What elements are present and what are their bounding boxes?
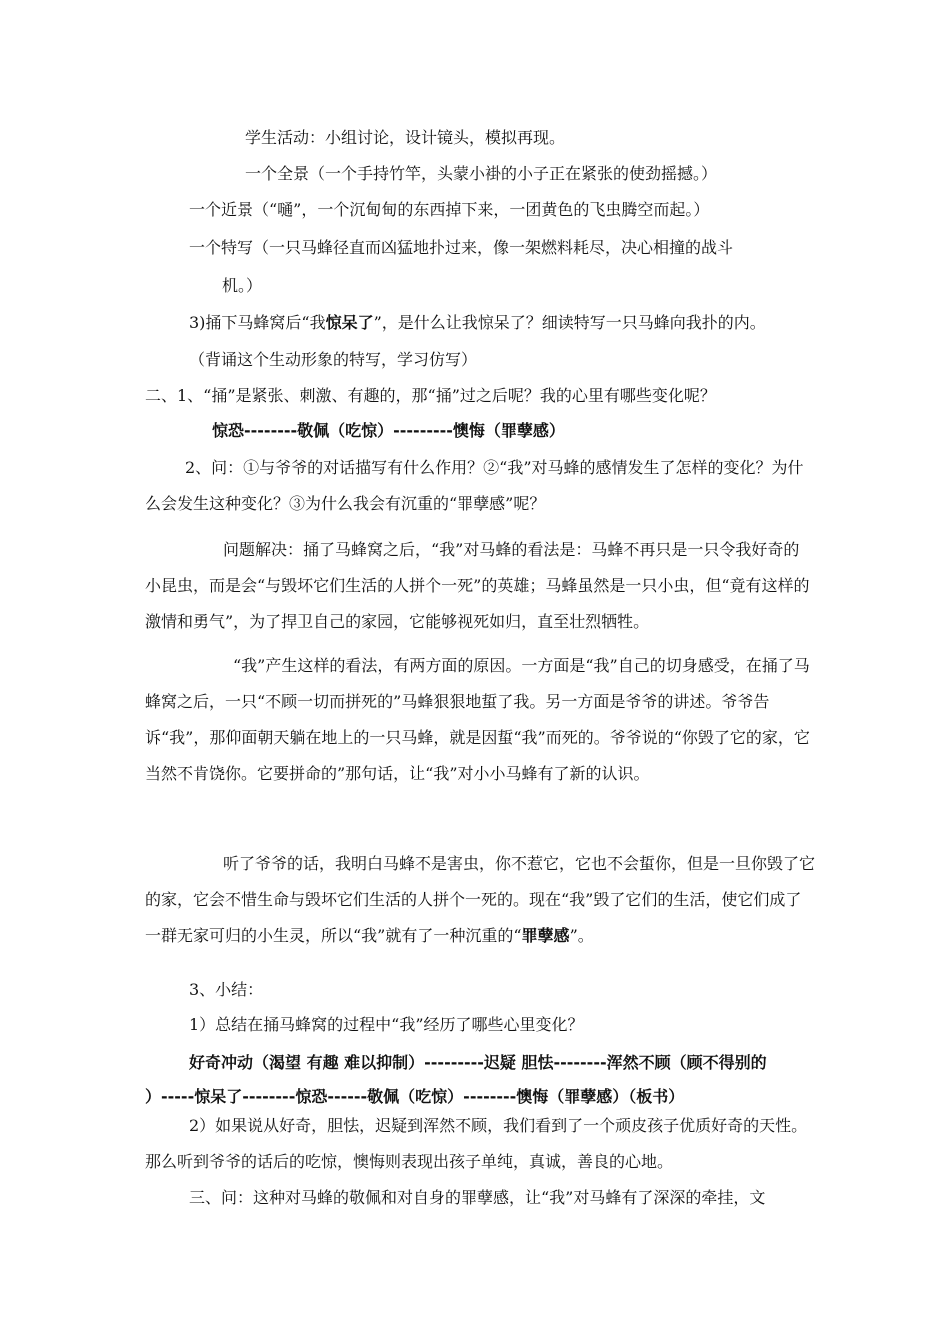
answer-paragraph-1: 问题解决：捅了马蜂窝之后，“我”对马蜂的看法是：马蜂不再只是一只令我好奇的小昆虫，而是会“与毁坏它们生活的人拼个一死”的英雄；马蜂虽然是一只小虫，但“竟有这样的激情和勇气”，为了捍卫自己的家园，它能够视死如归，直至壮烈牺牲。 bbox=[145, 540, 810, 631]
student-activity-line: 学生活动：小组讨论，设计镜头，模拟再现。 bbox=[245, 128, 566, 147]
answer-paragraph-3-bold: 罪孽感 bbox=[521, 926, 570, 945]
answer-paragraph-3-before: 听了爷爷的话，我明白马蜂不是害虫，你不惹它，它也不会蜇你，但是一旦你毁了它的家，它会不惜生命与毁坏它们生活的人拼个一死的。现在“我”毁了它们的生活，使它们成了一群无家可归的小生灵，所以“我”就有了一种沉重的“ bbox=[145, 854, 816, 945]
answer-paragraph-3-after: ”。 bbox=[569, 926, 594, 945]
close-shot-line: 一个近景（“嗵”，一个沉甸甸的东西掉下来，一团黄色的飞虫腾空而起。） bbox=[189, 200, 710, 219]
feature-shot-line: 一个特写（一只马蜂径直而凶猛地扑过来，像一架燃料耗尽，决心相撞的战斗 bbox=[189, 238, 734, 257]
section-2-question-2: 2、问：①与爷爷的对话描写有什么作用？②“我”对马蜂的感情发生了怎样的变化？为什么会发生这种变化？③为什么我会有沉重的“罪孽感”呢？ bbox=[145, 458, 804, 513]
question-3-before: 3)捅下马蜂窝后“我 bbox=[189, 313, 326, 332]
feature-shot-line-cont: 机。） bbox=[222, 276, 263, 295]
summary-paragraph-2: 2）如果说从好奇，胆怯，迟疑到浑然不顾，我们看到了一个顽皮孩子优质好奇的天性。那么听到爷爷的话后的吃惊，懊悔则表现出孩子单纯，真诚，善良的心地。 bbox=[145, 1116, 808, 1171]
section-2-question-1: 二、1、“捅”是紧张、刺激、有趣的，那“捅”过之后呢？我的心里有哪些变化呢？ bbox=[145, 386, 716, 405]
answer-paragraph-2: “我”产生这样的看法，有两方面的原因。一方面是“我”自己的切身感受，在捅了马蜂窝之后，一只“不顾一切而拼死的”马蜂狠狠地蜇了我。另一方面是爷爷的讲述。爷爷告诉“我”，那仰面朝天躺在地上的一只马蜂，就是因蜇“我”而死的。爷爷说的“你毁了它的家，它当然不肯饶你。它要拼命的”那句话，让“我”对小小马蜂有了新的认识。 bbox=[145, 656, 810, 783]
panorama-shot-line: 一个全景（一个手持竹竿，头蒙小褂的小子正在紧张的使劲摇撼。） bbox=[245, 164, 718, 183]
question-3-bold: 惊呆了 bbox=[325, 313, 374, 332]
answer-paragraph-3 bbox=[145, 846, 815, 954]
question-3-line bbox=[189, 313, 766, 333]
emotion-chain-1: 惊恐--------敬佩（吃惊）---------懊悔（罪孽感） bbox=[212, 421, 565, 440]
summary-title: 3、小结： bbox=[189, 980, 264, 999]
question-3-after: ”，是什么让我惊呆了？细读特写一只马蜂向我扑的内。 bbox=[373, 313, 766, 332]
emotion-chain-2-line-2: ）-----惊呆了--------惊恐------敬佩（吃惊）--------懊悔（罪孽感）（板书） bbox=[145, 1087, 685, 1106]
summary-question-1: 1）总结在捅马蜂窝的过程中“我”经历了哪些心里变化？ bbox=[189, 1015, 584, 1034]
emotion-chain-2-line-1: 好奇冲动（渴望 有趣 难以抑制）---------迟疑 胆怯--------浑然不顾（顾不得别的 bbox=[189, 1053, 767, 1072]
section-3-question: 三、问：这种对马蜂的敬佩和对自身的罪孽感，让“我”对马蜂有了深深的牵挂，文 bbox=[189, 1188, 766, 1207]
recite-note: （背诵这个生动形象的特写，学习仿写） bbox=[189, 350, 478, 369]
